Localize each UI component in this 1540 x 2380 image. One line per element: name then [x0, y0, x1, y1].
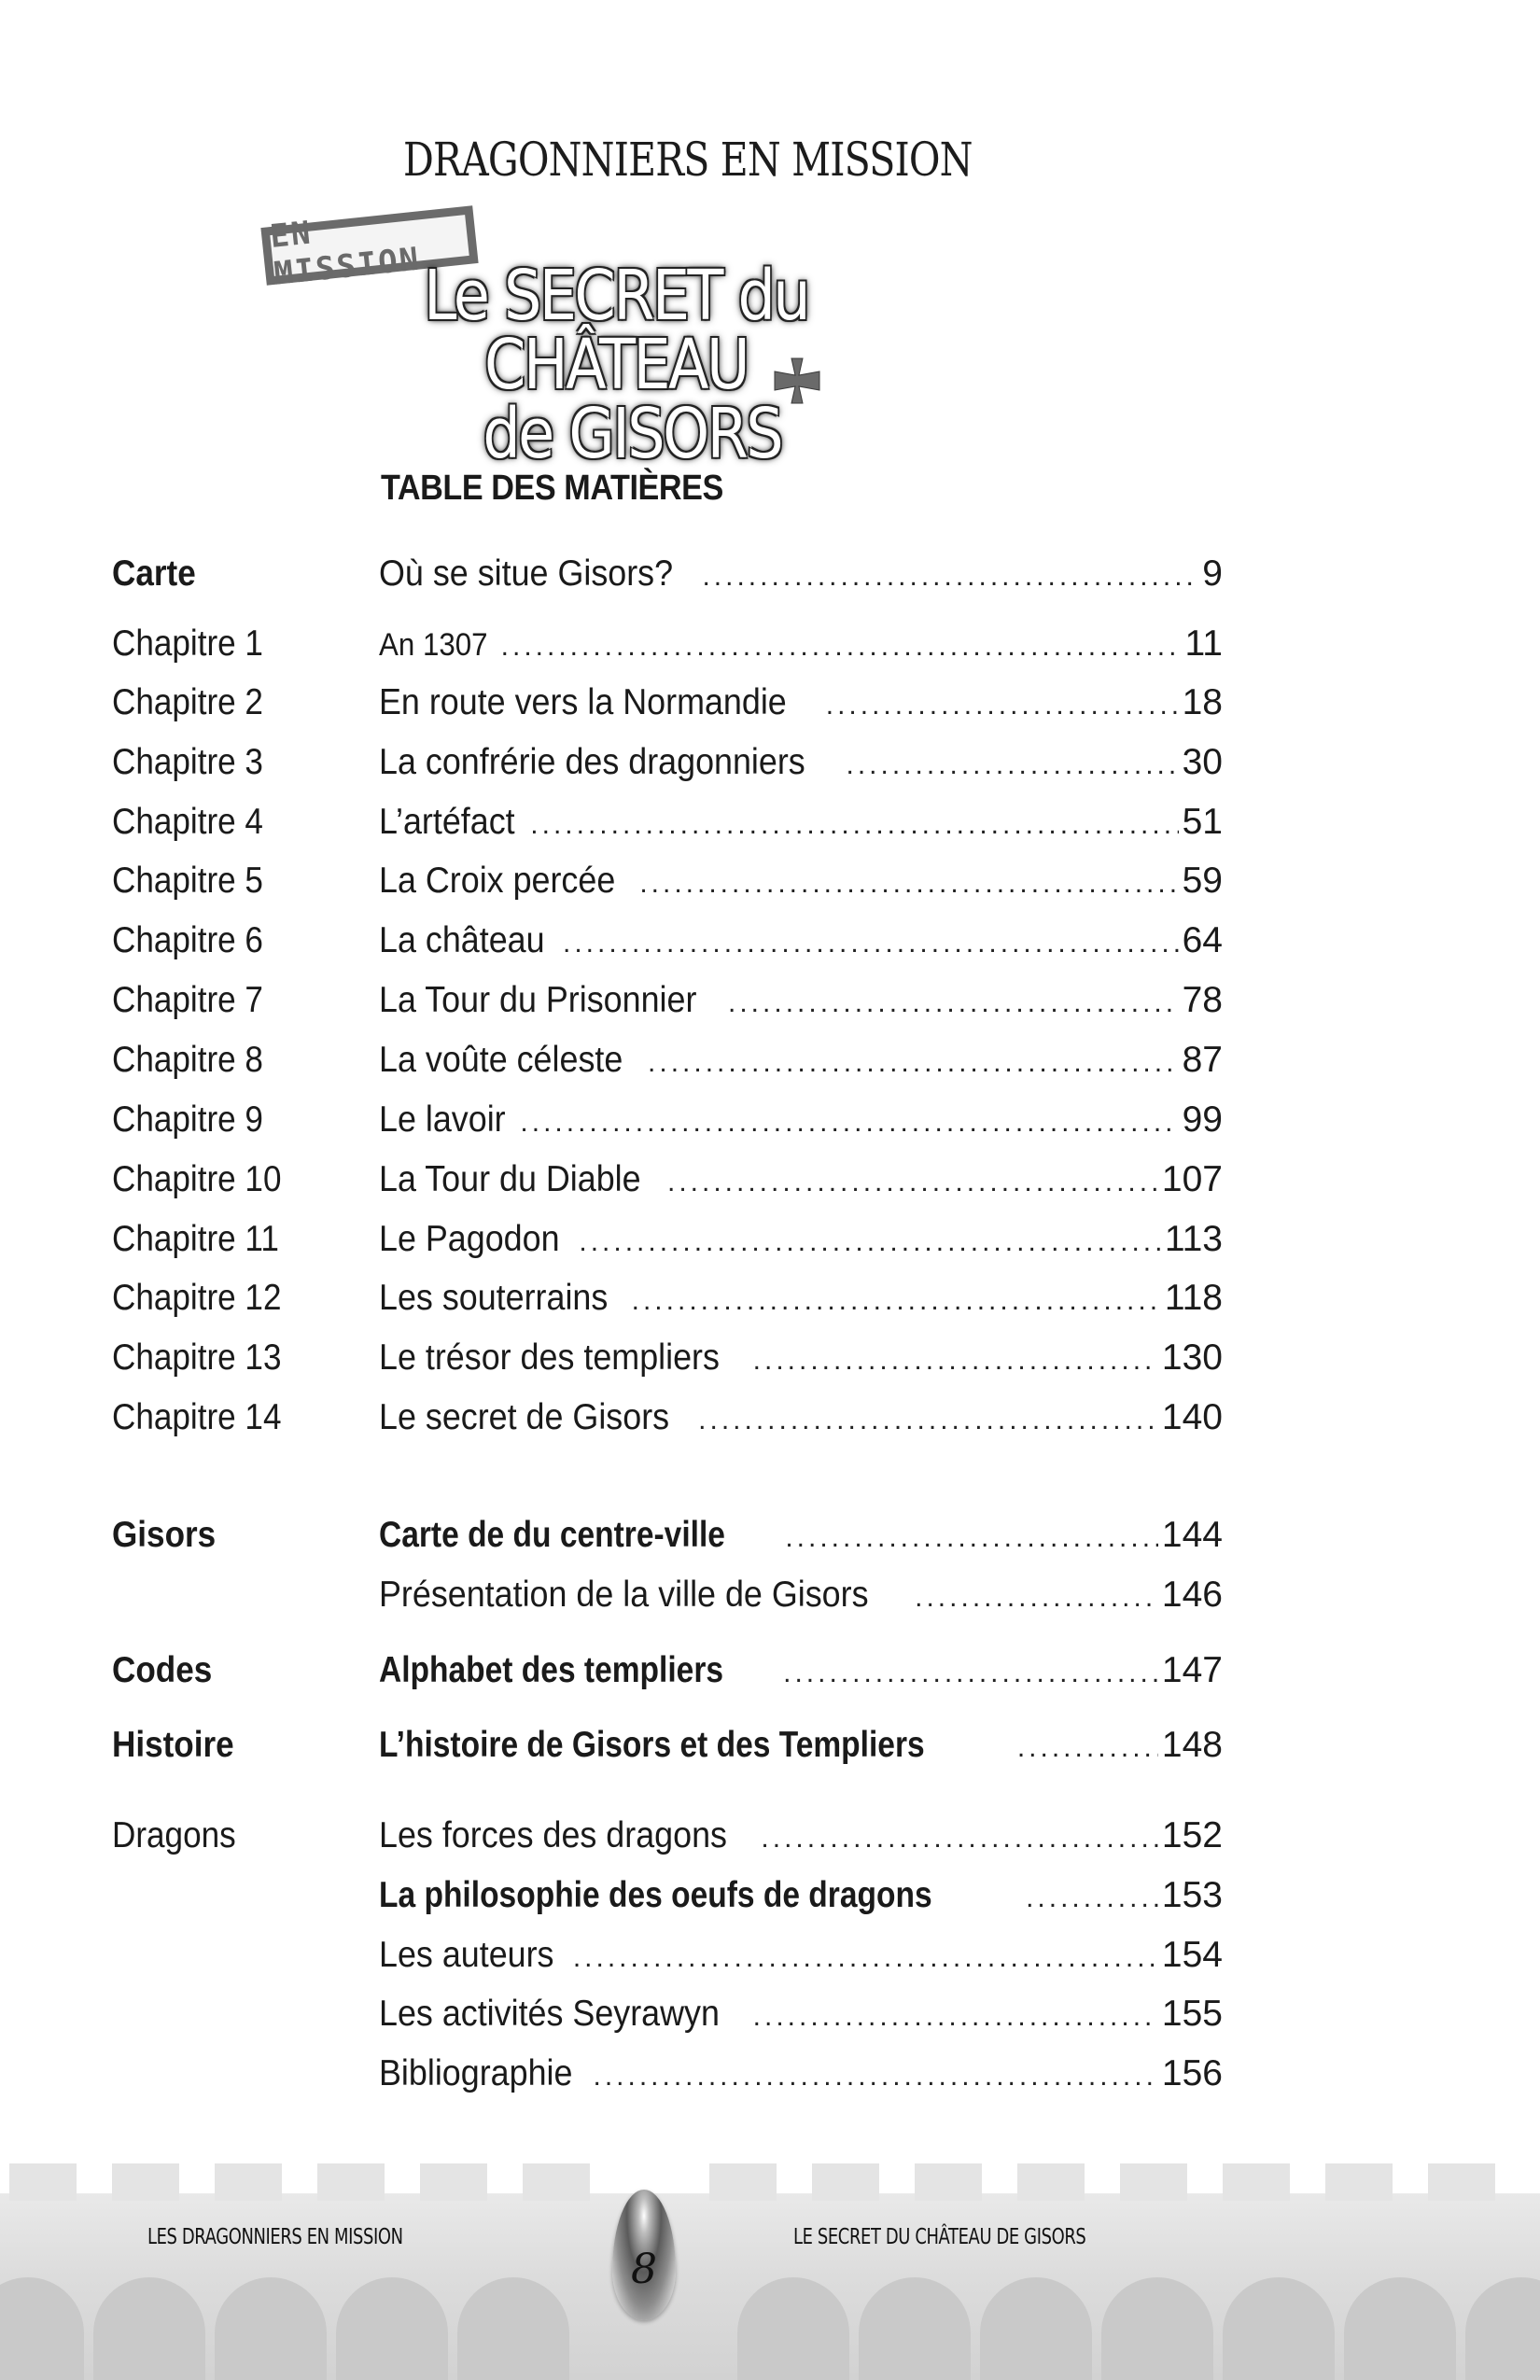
- toc-entry-category: Carte: [112, 553, 196, 594]
- wall-arch: [980, 2277, 1092, 2380]
- toc-entry: [112, 1572, 1223, 1618]
- toc-entry-title: Les auteurs: [379, 1935, 554, 1975]
- toc-entry-category: Chapitre 7: [112, 980, 263, 1020]
- toc-entry-page: 156: [1161, 2053, 1223, 2093]
- toc-entry: [112, 1097, 1223, 1143]
- toc-entry-line: [379, 1275, 1223, 1324]
- dot-leader: [1017, 1725, 1158, 1771]
- toc-entry-page: 118: [1164, 1278, 1223, 1318]
- toc-entry: [112, 1932, 1223, 1979]
- wall-arch: [1101, 2277, 1213, 2380]
- toc-entry-line: [379, 621, 1223, 670]
- toc-entry: [112, 1156, 1223, 1203]
- toc-entry-line: [379, 1097, 1223, 1146]
- dot-leader: [753, 1994, 1158, 2040]
- toc-entry: [112, 1335, 1223, 1381]
- footer: [0, 2137, 1540, 2380]
- toc-entry-title: La Croix percée: [379, 861, 616, 901]
- toc-entry-category: Chapitre 13: [112, 1337, 282, 1378]
- toc-entry-page: 144: [1161, 1515, 1223, 1555]
- wall-merlon: [420, 2163, 487, 2201]
- toc-entry-line: [379, 1216, 1223, 1266]
- toc-entry-page: 154: [1161, 1935, 1223, 1975]
- toc-entry-category: Chapitre 1: [112, 623, 263, 664]
- toc-entry-line: [379, 977, 1223, 1027]
- dot-leader: [761, 1815, 1158, 1862]
- wall-merlon: [1223, 2163, 1290, 2201]
- wall-merlon: [1017, 2163, 1085, 2201]
- dot-leader: [579, 1219, 1160, 1266]
- toc-entry-line: [379, 1813, 1223, 1862]
- toc-entry-title: Le Pagodon: [379, 1219, 560, 1259]
- book-title-line2: de GISORS: [483, 394, 782, 474]
- wall-arch: [215, 2277, 327, 2380]
- toc-entry-line: [379, 1991, 1223, 2040]
- toc-entry-title: Où se situe Gisors?: [379, 553, 674, 594]
- wall-merlon: [812, 2163, 879, 2201]
- footer-book-title: LE SECRET DU CHÂTEAU DE GISORS: [793, 2225, 1086, 2249]
- series-title: DRAGONNIERS EN MISSION: [403, 133, 973, 187]
- wall-arch: [93, 2277, 205, 2380]
- toc-entry-line: [379, 1872, 1223, 1922]
- toc-entry-line: [379, 1647, 1223, 1697]
- toc-entry-page: 147: [1161, 1650, 1223, 1690]
- wall-arch: [457, 2277, 569, 2380]
- toc-entry-title: Alphabet des templiers: [379, 1650, 724, 1690]
- toc-entry: [112, 917, 1223, 964]
- toc-entry-title: Le secret de Gisors: [379, 1397, 670, 1437]
- toc-entry: [112, 1394, 1223, 1441]
- toc-entry-page: 152: [1161, 1815, 1223, 1855]
- toc-entry-title: La voûte céleste: [379, 1040, 623, 1080]
- toc-entry-category: Chapitre 3: [112, 742, 263, 782]
- toc-entry-category: Chapitre 10: [112, 1159, 282, 1199]
- toc-entry-title: An 1307: [379, 627, 488, 663]
- toc-entry: [112, 739, 1223, 786]
- toc-entry-title: L’histoire de Gisors et des Templiers: [379, 1725, 925, 1765]
- toc-entry-line: [379, 1722, 1223, 1771]
- toc-entry-page: 107: [1161, 1159, 1223, 1199]
- toc-entry: [112, 679, 1223, 726]
- wall-merlon: [709, 2163, 777, 2201]
- toc-entry-title: Bibliographie: [379, 2053, 573, 2093]
- wall-merlon: [1428, 2163, 1495, 2201]
- toc-entry-line: [379, 917, 1223, 967]
- toc-entry: [112, 2051, 1223, 2097]
- toc-entry-page: 9: [1202, 553, 1223, 594]
- toc-entry-category: Chapitre 2: [112, 682, 263, 722]
- footer-series-title: LES DRAGONNIERS EN MISSION: [147, 2225, 403, 2249]
- toc-entry-page: 11: [1184, 623, 1223, 664]
- toc-entry-category: Chapitre 8: [112, 1040, 263, 1080]
- dot-leader: [728, 980, 1179, 1027]
- toc-entry-line: [379, 1037, 1223, 1086]
- toc-entry-page: 78: [1182, 980, 1223, 1020]
- toc-entry-line: [379, 739, 1223, 789]
- toc-entry: [112, 1037, 1223, 1084]
- toc-entry-page: 130: [1161, 1337, 1223, 1378]
- toc-entry-line: [379, 551, 1223, 600]
- wall-merlon: [523, 2163, 590, 2201]
- toc-entry-page: 87: [1182, 1040, 1223, 1080]
- toc-entry-line: [379, 1156, 1223, 1206]
- toc-entry-line: [379, 799, 1223, 848]
- toc-entry: [112, 799, 1223, 846]
- dot-leader: [783, 1650, 1158, 1697]
- wall-merlon: [1325, 2163, 1393, 2201]
- toc-entry-category: Chapitre 6: [112, 920, 263, 960]
- toc-entry-title: La philosophie des oeufs de dragons: [379, 1875, 932, 1915]
- toc-entry-title: La château: [379, 920, 545, 960]
- stamp-text: EN MISSION: [268, 214, 423, 293]
- toc-entry-title: La Tour du Prisonnier: [379, 980, 697, 1020]
- toc-entry-page: 153: [1161, 1875, 1223, 1915]
- dot-leader: [639, 861, 1178, 907]
- toc-entry-title: Présentation de la ville de Gisors: [379, 1575, 869, 1615]
- toc-entry-title: Carte de du centre-ville: [379, 1515, 725, 1555]
- dot-leader: [573, 1935, 1158, 1981]
- toc-entry-title: Les souterrains: [379, 1278, 609, 1318]
- toc-entry-category: Chapitre 9: [112, 1099, 263, 1140]
- toc-entry-line: [379, 1335, 1223, 1384]
- toc-entry-title: Les forces des dragons: [379, 1815, 727, 1855]
- toc-entry-category: Chapitre 5: [112, 861, 263, 901]
- wall-arch: [1344, 2277, 1456, 2380]
- wall-arch: [336, 2277, 448, 2380]
- book-title-line1: Le SECRET du CHÂTEAU: [423, 256, 809, 405]
- wall-arch: [859, 2277, 971, 2380]
- toc-entry-page: 51: [1182, 802, 1223, 842]
- toc-entry-title: L’artéfact: [379, 802, 515, 842]
- toc-entry-page: 113: [1164, 1219, 1223, 1259]
- toc-entry-page: 64: [1182, 920, 1223, 960]
- toc-entry: [112, 1813, 1223, 1859]
- toc-entry-title: La Tour du Diable: [379, 1159, 641, 1199]
- dot-leader: [594, 2053, 1158, 2100]
- toc-entry-line: [379, 858, 1223, 907]
- toc-entry: [112, 1216, 1223, 1263]
- dot-leader: [698, 1397, 1158, 1444]
- dot-leader: [563, 920, 1179, 967]
- dot-leader: [632, 1278, 1161, 1324]
- toc-entry-page: 18: [1182, 682, 1223, 722]
- toc-entry-page: 99: [1182, 1099, 1223, 1140]
- toc-entry-category: Codes: [112, 1650, 213, 1690]
- toc-entry-page: 148: [1161, 1725, 1223, 1765]
- toc-entry-category: Chapitre 11: [112, 1219, 279, 1259]
- toc-entry-page: 59: [1182, 861, 1223, 901]
- toc-entry-category: Chapitre 14: [112, 1397, 282, 1437]
- dot-leader: [530, 802, 1178, 848]
- toc-entry-category: Chapitre 12: [112, 1278, 282, 1318]
- toc-entry-line: [379, 679, 1223, 729]
- wall-merlon: [915, 2163, 982, 2201]
- toc-entry-line: [379, 1572, 1223, 1621]
- dot-leader: [648, 1040, 1179, 1086]
- toc-entry-page: 155: [1161, 1994, 1223, 2034]
- toc-entry-title: Le lavoir: [379, 1099, 506, 1140]
- wall-merlon: [215, 2163, 282, 2201]
- toc-entry: [112, 551, 1223, 597]
- dot-leader: [846, 742, 1178, 789]
- wall-arch: [737, 2277, 849, 2380]
- toc-entry: [112, 858, 1223, 904]
- toc-entry: [112, 1512, 1223, 1559]
- dot-leader: [785, 1515, 1158, 1561]
- toc-entry: [112, 1872, 1223, 1919]
- dot-leader: [753, 1337, 1158, 1384]
- toc-entry-category: Dragons: [112, 1815, 236, 1855]
- toc-entry-title: Les activités Seyrawyn: [379, 1994, 720, 2034]
- toc-entry: [112, 977, 1223, 1024]
- dot-leader: [702, 553, 1198, 600]
- toc-entry-title: En route vers la Normandie: [379, 682, 787, 722]
- wall-merlon: [317, 2163, 385, 2201]
- dot-leader: [667, 1159, 1158, 1206]
- toc-entry-category: Chapitre 4: [112, 802, 263, 842]
- toc-entry: [112, 1991, 1223, 2037]
- toc-entry-line: [379, 2051, 1223, 2100]
- toc-entry: [112, 621, 1223, 667]
- toc-entry-line: [379, 1394, 1223, 1444]
- dot-leader: [915, 1575, 1158, 1621]
- dot-leader: [826, 682, 1179, 729]
- toc-heading: TABLE DES MATIÈRES: [381, 469, 723, 508]
- toc-entry-title: Le trésor des templiers: [379, 1337, 720, 1378]
- toc-entry-title: La confrérie des dragonniers: [379, 742, 805, 782]
- wall-merlon: [112, 2163, 179, 2201]
- toc-entry-line: [379, 1932, 1223, 1981]
- page-number: 8: [631, 2246, 657, 2293]
- toc-entry-page: 140: [1161, 1397, 1223, 1437]
- toc-entry-category: Gisors: [112, 1515, 217, 1555]
- wall-arch: [1223, 2277, 1335, 2380]
- toc-entry-page: 30: [1182, 742, 1223, 782]
- toc-entry-page: 146: [1161, 1575, 1223, 1615]
- toc-entry-line: [379, 1512, 1223, 1561]
- toc-entry: [112, 1722, 1223, 1769]
- toc-entry-category: Histoire: [112, 1725, 234, 1765]
- toc-entry: [112, 1275, 1223, 1322]
- wall-merlon: [1120, 2163, 1187, 2201]
- dot-leader: [1026, 1875, 1158, 1922]
- templar-cross-icon: [771, 355, 823, 407]
- wall-merlon: [9, 2163, 77, 2201]
- dot-leader: [520, 1099, 1178, 1146]
- toc-entry: [112, 1647, 1223, 1694]
- dot-leader: [501, 623, 1182, 670]
